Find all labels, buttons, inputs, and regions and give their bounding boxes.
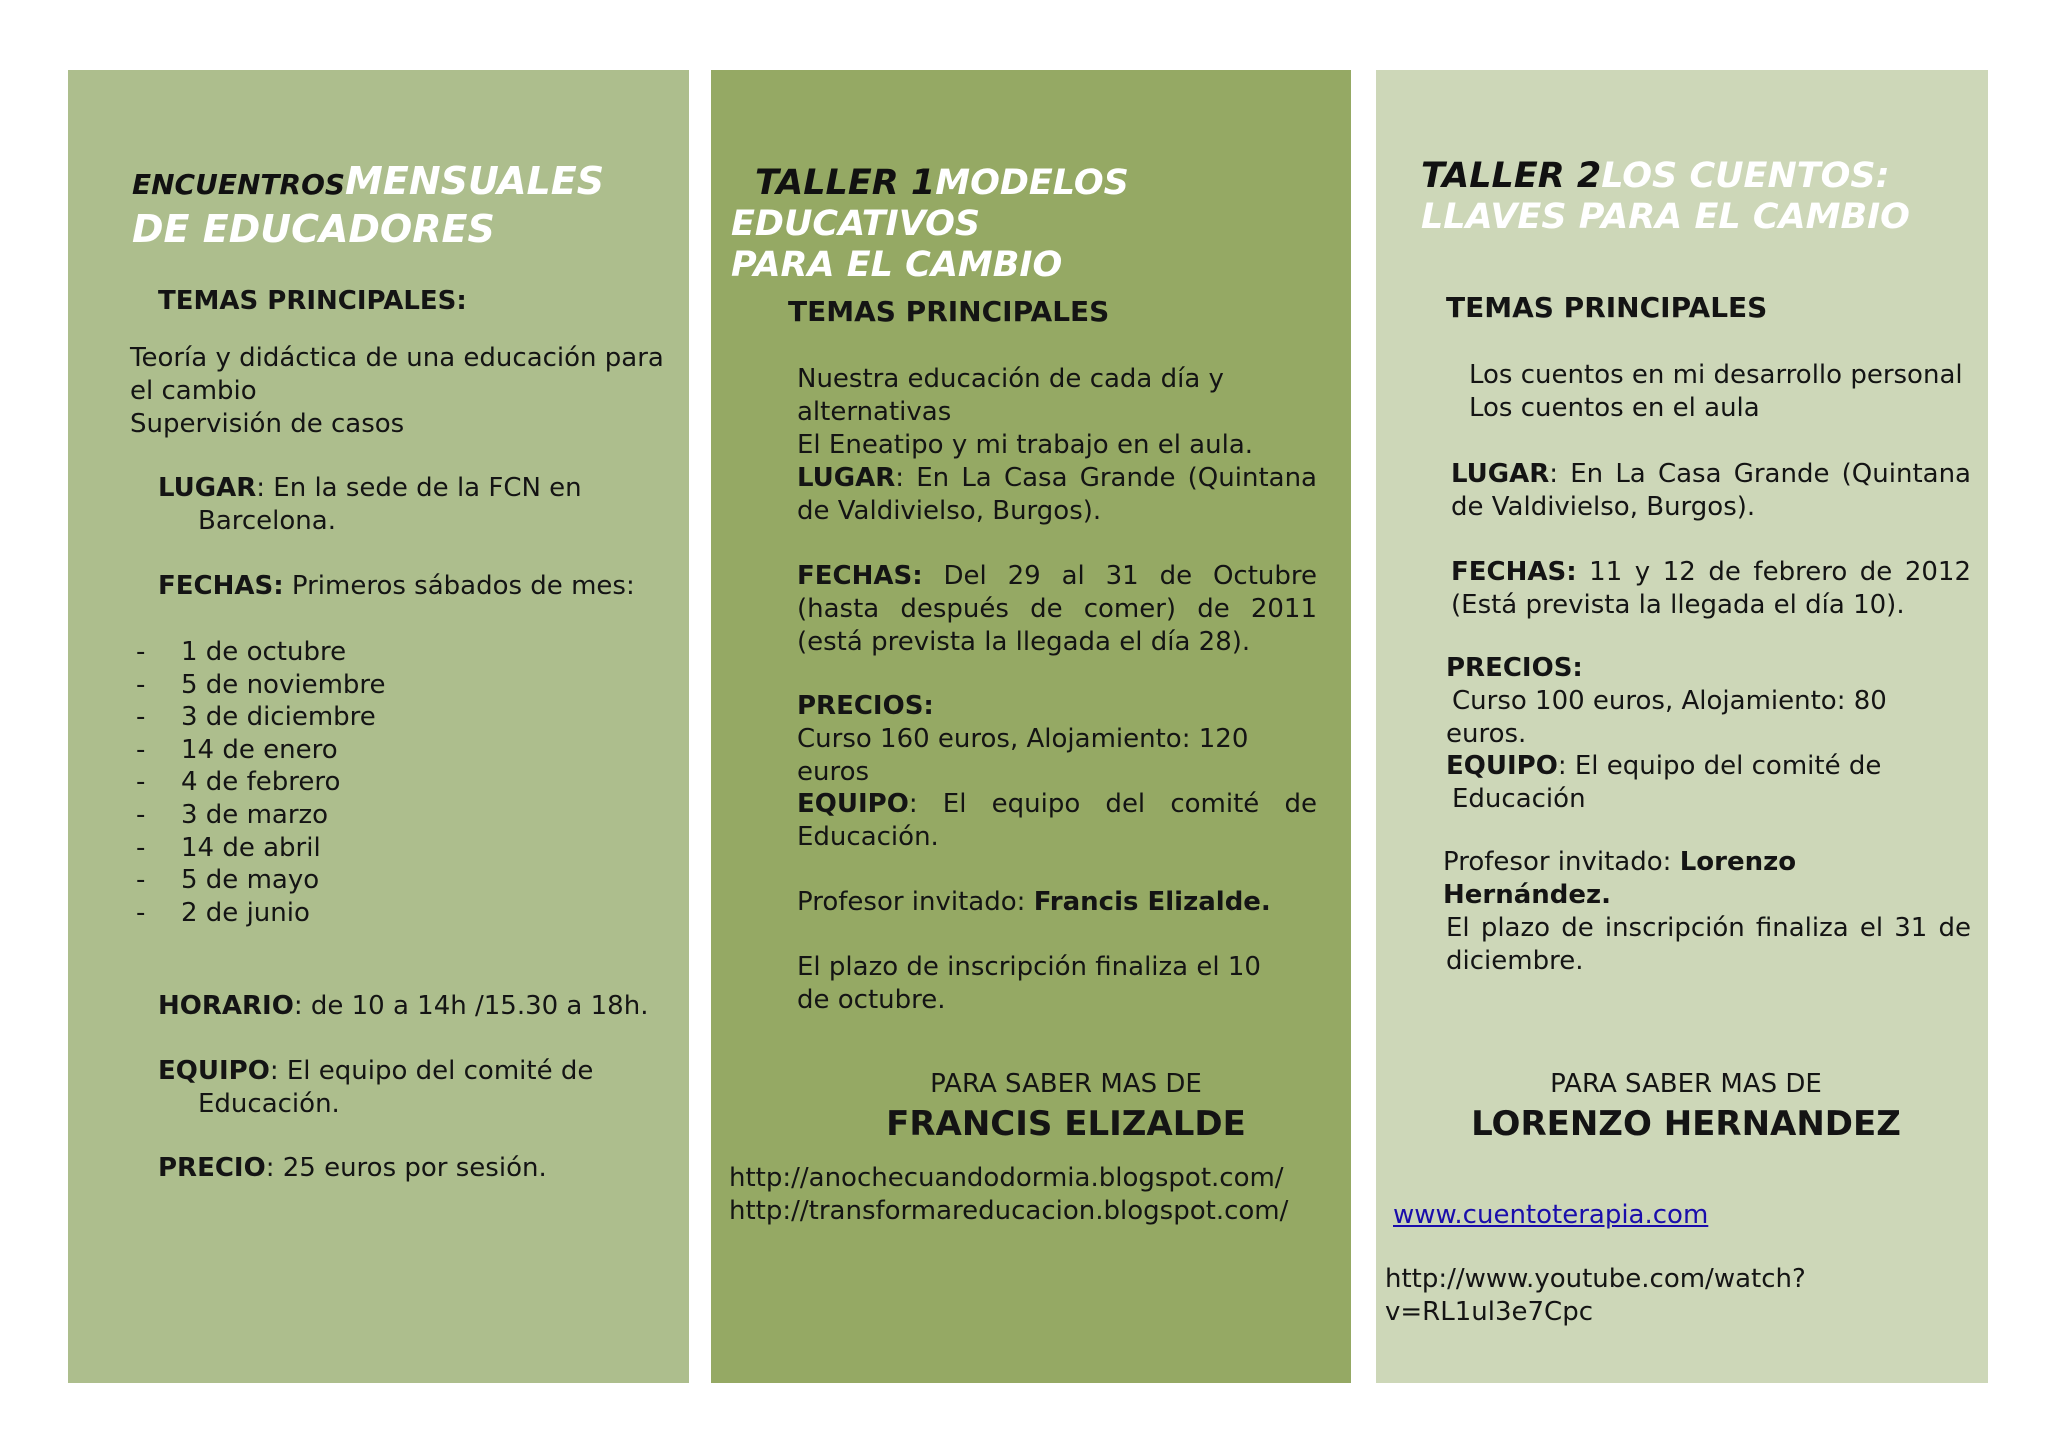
equipo-text: : El equipo del comité de Educación. [797, 789, 1317, 852]
horario-text: : de 10 a 14h /15.30 a 18h. [293, 991, 649, 1021]
temas-heading: TEMAS PRINCIPALES: [158, 286, 467, 316]
horario-block [158, 990, 668, 1023]
title-light-part-2: PARA EL CAMBIO [731, 245, 1063, 285]
date-label: 3 de marzo [181, 799, 329, 830]
equipo-text-2: Educación [1452, 784, 1586, 814]
equipo-line [1446, 750, 1971, 783]
profesor-name: Francis Elizalde. [1033, 887, 1271, 917]
profesor-block [1443, 846, 1968, 912]
date-label: 5 de mayo [181, 865, 320, 896]
precios-text: Curso 100 euros, Alojamiento: 80 euros. [1446, 686, 1887, 749]
precios-block [1446, 652, 1966, 751]
temas-heading: TEMAS PRINCIPALES [1446, 291, 1768, 324]
dash-bullet: - [136, 637, 146, 667]
date-item [136, 864, 556, 897]
lugar-text: : En La Casa Grande (Quintana de Valdivielso, Burgos). [797, 463, 1317, 526]
plazo-text: El plazo de inscripción finaliza el 10 [797, 952, 1261, 982]
dash-bullet: - [136, 767, 146, 798]
dash-bullet: - [136, 702, 146, 733]
precio-text: : 25 euros por sesión. [265, 1153, 547, 1183]
fechas-label: FECHAS: [797, 561, 923, 591]
profesor-label: Profesor invitado: [1443, 847, 1680, 877]
date-label: 4 de febrero [181, 767, 341, 798]
fechas-text: 11 y 12 de febrero de 2012 (Está prevista la llegada el día 10). [1451, 557, 1971, 620]
date-item [136, 669, 556, 702]
fechas-block [158, 570, 668, 603]
fechas-block [797, 560, 1317, 659]
lugar-block [797, 462, 1317, 528]
panel-title [132, 158, 672, 253]
precio-block [158, 1152, 668, 1185]
saber-name: LORENZO HERNANDEZ [1471, 1104, 1901, 1144]
temas-text [1469, 359, 1969, 425]
panel-taller-2 [1376, 70, 1988, 1383]
dash-bullet: - [136, 897, 146, 928]
date-item [136, 766, 556, 799]
equipo-text: : El equipo del comité de [269, 1056, 594, 1086]
date-item [136, 832, 556, 865]
temas-item: Supervisión de casos [130, 409, 405, 439]
precio-label: PRECIO [158, 1153, 266, 1183]
equipo-block [158, 1055, 668, 1121]
profesor-block [797, 886, 1317, 919]
temas-item: Teoría y didáctica de una educación para el cambio [130, 343, 664, 406]
blog-link[interactable]: http://transformareducacion.blogspot.com/ [729, 1196, 1289, 1226]
lugar-text-2: Barcelona. [198, 506, 336, 536]
saber-name: FRANCIS ELIZALDE [886, 1104, 1246, 1144]
equipo-block [1446, 750, 1971, 816]
temas-item: Los cuentos en mi desarrollo personal [1469, 360, 1963, 390]
dash-bullet: - [136, 832, 146, 863]
horario-label: HORARIO [158, 991, 294, 1021]
plazo-text: El plazo de inscripción finaliza el 31 de diciembre. [1446, 913, 1971, 976]
date-item [136, 897, 556, 930]
blog-link[interactable]: http://anochecuandodormia.blogspot.com/ [729, 1163, 1284, 1193]
links-block [729, 1162, 1339, 1228]
fechas-block [1451, 556, 1971, 622]
dash-bullet: - [136, 865, 146, 896]
dates-list [136, 636, 556, 929]
lugar-text: : En La Casa Grande (Quintana de Valdivielso, Burgos). [1451, 459, 1971, 522]
plazo-block [1446, 912, 1971, 978]
date-label: 14 de enero [181, 734, 338, 765]
dash-bullet: - [136, 799, 146, 830]
lugar-label: LUGAR [158, 473, 257, 503]
profesor-label: Profesor invitado: [797, 887, 1034, 917]
dash-bullet: - [136, 734, 146, 765]
saber-text: PARA SABER MAS DE [1550, 1069, 1822, 1099]
lugar-label: LUGAR [797, 463, 896, 493]
equipo-label: EQUIPO [158, 1056, 270, 1086]
title-light-part: LOS CUENTOS: [1601, 156, 1890, 196]
plazo-block [797, 951, 1317, 1017]
saber-text: PARA SABER MAS DE [930, 1069, 1202, 1099]
precios-label: PRECIOS: [797, 691, 934, 721]
lugar-block [1451, 458, 1971, 524]
equipo-label: EQUIPO [797, 789, 909, 819]
panel-taller-1 [711, 70, 1351, 1383]
date-label: 14 de abril [181, 832, 321, 863]
fechas-text: Primeros sábados de mes: [283, 571, 635, 601]
fechas-label: FECHAS: [158, 571, 284, 601]
fechas-text: Del 29 al 31 de Octubre (hasta después de comer) de 2011 (está prevista la llegada el día 28). [797, 561, 1317, 657]
youtube-link[interactable]: http://www.youtube.com/watch?v=RL1ul3e7Cpc [1385, 1264, 1806, 1327]
date-item [136, 799, 556, 832]
equipo-label: EQUIPO [1446, 751, 1558, 781]
temas-text [797, 363, 1317, 462]
date-label: 3 de diciembre [181, 702, 376, 733]
temas-text [130, 342, 670, 441]
profesor-name: Lorenzo Hernández. [1443, 847, 1797, 910]
fechas-label: FECHAS: [1451, 557, 1577, 587]
title-light-part: MENSUALES [345, 159, 605, 203]
equipo-text: : El equipo del comité de [1557, 751, 1882, 781]
title-dark-part: TALLER 2 [1421, 156, 1602, 196]
temas-item: Los cuentos en el aula [1469, 393, 1760, 423]
lugar-block [158, 472, 658, 538]
panel-encuentros [68, 70, 689, 1383]
title-light-part-2: LLAVES PARA EL CAMBIO [1421, 197, 1910, 237]
equipo-block [797, 788, 1317, 854]
title-dark-part: TALLER 1 [755, 163, 936, 203]
plazo-text-2: de octubre. [797, 985, 946, 1015]
precios-text: Curso 160 euros, Alojamiento: 120 euros [797, 724, 1249, 787]
title-light-part-2: DE EDUCADORES [132, 206, 495, 251]
title-light-part: MODELOS EDUCATIVOS [731, 163, 1129, 244]
lugar-label: LUGAR [1451, 459, 1550, 489]
precios-label: PRECIOS: [1446, 653, 1583, 683]
panel-title [1421, 156, 1981, 238]
equipo-text-2: Educación. [198, 1089, 340, 1119]
title-dark-part: ENCUENTROS [132, 168, 346, 201]
temas-item: El Eneatipo y mi trabajo en el aula. [797, 430, 1254, 460]
date-label: 5 de noviembre [181, 669, 386, 700]
temas-item: Nuestra educación de cada día y alternativas [797, 364, 1224, 427]
dash-bullet: - [136, 669, 146, 700]
date-item [136, 734, 556, 767]
website-link[interactable]: www.cuentoterapia.com [1393, 1200, 1709, 1230]
temas-heading: TEMAS PRINCIPALES [788, 295, 1110, 328]
precios-block [797, 690, 1317, 789]
panel-title [731, 163, 1341, 286]
date-label: 2 de junio [181, 897, 310, 928]
date-item [136, 636, 556, 669]
lugar-text: : En la sede de la FCN en [256, 473, 582, 503]
date-item [136, 701, 556, 734]
date-label: 1 de octubre [181, 637, 347, 667]
